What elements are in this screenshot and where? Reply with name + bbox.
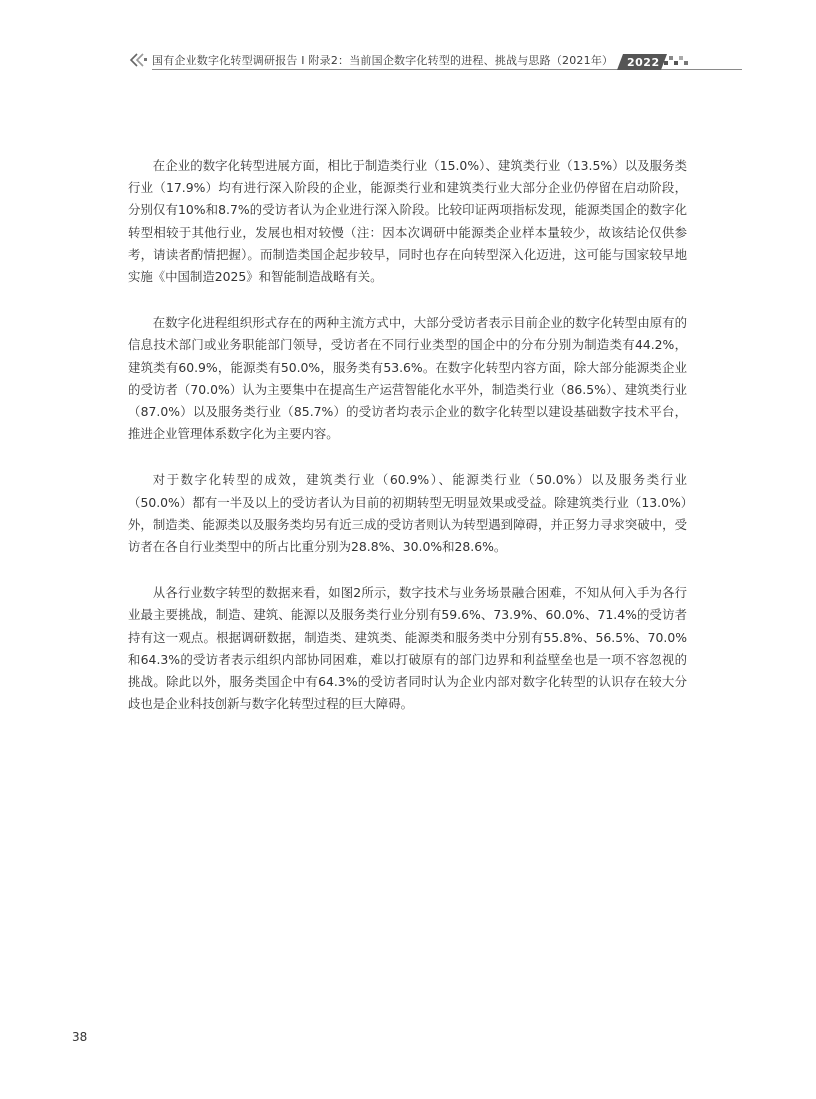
- page-number: 38: [72, 1030, 88, 1044]
- double-chevron-icon: [128, 53, 148, 67]
- page-header: [128, 48, 688, 72]
- paragraph: 在数字化进程组织形式存在的两种主流方式中，大部分受访者表示目前企业的数字化转型由原有的信息技术部门或业务职能部门领导，受访者在不同行业类型的国企中的分布分别为制造类有44.2%，建筑类有60.9%，能源类有50.0%，服务类有53.6%。在数字化转型内容方面，除大部分能源类企业的受访者（70.0%）认为主要集中在提高生产运营智能化水平外，制造类行业（86.5%）、建筑类行业（87.0%）以及服务类行业（85.7%）的受访者均表示企业的数字化转型以建设基础数字技术平台，推进企业管理体系数字化为主要内容。: [128, 315, 687, 442]
- header-title: 国有企业数字化转型调研报告 Ⅰ 附录2：当前国企数字化转型的进程、挑战与思路（2021年）: [152, 54, 614, 67]
- pixel-decoration-icon: [664, 55, 690, 67]
- paragraph: 在企业的数字化转型进展方面，相比于制造类行业（15.0%）、建筑类行业（13.5%）以及服务类行业（17.9%）均有进行深入阶段的企业，能源类行业和建筑类行业大部分企业仍停留在启动阶段，分别仅有10%和8.7%的受访者认为企业进行深入阶段。比较印证两项指标发现，能源类国企的数字化转型相较于其他行业，发展也相对较慢（注：因本次调研中能源类企业样本量较少，故该结论仅供参考，请读者酌情把握）。而制造类国企起步较早，同时也存在向转型深入化迈进，这可能与国家较早地实施《中国制造2025》和智能制造战略有关。: [128, 158, 687, 285]
- paragraph: 从各行业数字转型的数据来看，如图2所示，数字技术与业务场景融合困难，不知从何入手为各行业最主要挑战，制造、建筑、能源以及服务类行业分别有59.6%、73.9%、60.0%、71.4%的受访者持有这一观点。根据调研数据，制造类、建筑类、能源类和服务类中分别有55.8%、56.5%、70.0%和64.3%的受访者表示组织内部协同困难，难以打破原有的部门边界和利益壁垒也是一项不容忽视的挑战。除此以外，服务类国企中有64.3%的受访者同时认为企业内部对数字化转型的认识存在较大分歧也是企业科技创新与数字化转型过程的巨大障碍。: [128, 585, 687, 712]
- header-year: 2022: [627, 56, 660, 69]
- paragraph: 对于数字化转型的成效，建筑类行业（60.9%）、能源类行业（50.0%）以及服务类行业（50.0%）都有一半及以上的受访者认为目前的初期转型无明显效果或受益。除建筑类行业（13.0%）外，制造类、能源类以及服务类均另有近三成的受访者则认为转型遇到障碍，并正努力寻求突破中，受访者在各自行业类型中的所占比重分别为28.8%、30.0%和28.6%。: [128, 472, 687, 555]
- body-text: [128, 155, 687, 739]
